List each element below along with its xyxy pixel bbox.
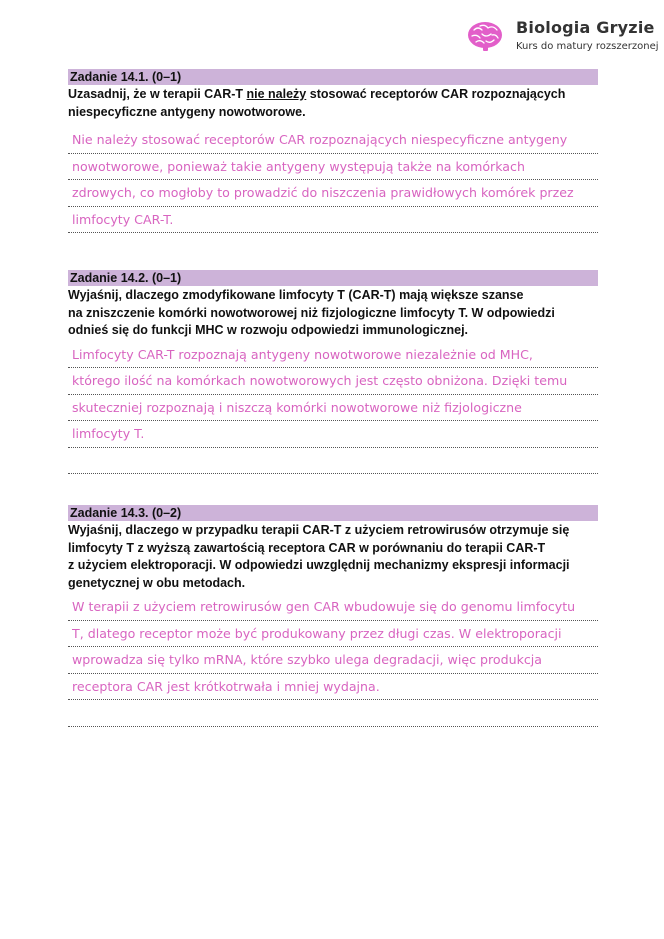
task-header: Zadanie 14.2. (0–1) bbox=[68, 270, 598, 286]
answer-text: skuteczniej rozpoznają i niszczą komórki nowotworowe niż fizjologiczne bbox=[72, 399, 522, 415]
answer-line bbox=[68, 448, 598, 475]
question-line: genetycznej w obu metodach. bbox=[68, 575, 246, 590]
answer-text: limfocyty CAR-T. bbox=[72, 211, 174, 227]
answer-area[interactable] bbox=[68, 342, 598, 475]
question-line: na zniszczenie komórki nowotworowej niż fizjologiczne limfocyty T. W odpowiedzi bbox=[68, 305, 555, 320]
answer-text: Limfocyty CAR-T rozpoznają antygeny nowotworowe niezależnie od MHC, bbox=[72, 346, 533, 362]
answer-text: wprowadza się tylko mRNA, które szybko ulega degradacji, więc produkcja bbox=[72, 652, 543, 667]
question-line: z użyciem elektroporacji. W odpowiedzi uwzględnij mechanizmy ekspresji informacji bbox=[68, 558, 570, 572]
answer-line bbox=[68, 700, 598, 727]
brain-icon bbox=[466, 20, 504, 52]
answer-line bbox=[68, 594, 598, 621]
brand-name: Biologia Gryzie bbox=[516, 18, 655, 37]
task-header: Zadanie 14.1. (0–1) bbox=[68, 69, 598, 85]
answer-text: limfocyty T. bbox=[72, 426, 145, 441]
question-line: odnieś się do funkcji MHC w rozwoju odpowiedzi immunologicznej. bbox=[68, 323, 469, 337]
question-line: limfocyty T z wyższą zawartością receptora CAR w porównaniu do terapii CAR-T bbox=[68, 540, 546, 555]
task-14-2 bbox=[68, 270, 598, 474]
answer-line bbox=[68, 154, 598, 181]
question-text: Uzasadnij, że w terapii CAR-T bbox=[68, 87, 247, 101]
task-question bbox=[68, 86, 598, 121]
answer-line bbox=[68, 421, 598, 448]
answer-line bbox=[68, 127, 598, 154]
brand-logo bbox=[466, 18, 659, 58]
answer-line bbox=[68, 207, 598, 234]
brand-subtitle: Kurs do matury rozszerzonej bbox=[516, 41, 659, 52]
question-line: Wyjaśnij, dlaczego w przypadku terapii CAR-T z użyciem retrowirusów otrzymuje się bbox=[68, 523, 570, 537]
answer-line bbox=[68, 395, 598, 422]
answer-text: Nie należy stosować receptorów CAR rozpoznających niespecyficzne antygeny bbox=[72, 132, 568, 147]
question-line: Wyjaśnij, dlaczego zmodyfikowane limfocyty T (CAR-T) mają większe szanse bbox=[68, 288, 524, 302]
answer-text: którego ilość na komórkach nowotworowych jest często obniżona. Dzięki temu bbox=[72, 373, 568, 388]
answer-text: nowotworowe, ponieważ takie antygeny występują także na komórkach bbox=[72, 158, 525, 174]
answer-text: receptora CAR jest krótkotrwała i mniej wydajna. bbox=[72, 678, 380, 694]
answer-area[interactable] bbox=[68, 127, 598, 233]
task-question bbox=[68, 522, 598, 592]
answer-line bbox=[68, 368, 598, 395]
answer-line bbox=[68, 342, 598, 369]
task-14-1 bbox=[68, 69, 598, 233]
task-14-3 bbox=[68, 505, 598, 727]
answer-area[interactable] bbox=[68, 594, 598, 727]
task-question bbox=[68, 287, 598, 340]
answer-text: T, dlatego receptor może być produkowany przez długi czas. W elektroporacji bbox=[72, 625, 562, 641]
answer-text: W terapii z użyciem retrowirusów gen CAR wbudowuje się do genomu limfocytu bbox=[72, 599, 576, 614]
task-header: Zadanie 14.3. (0–2) bbox=[68, 505, 598, 521]
answer-text: zdrowych, co mogłoby to prowadzić do niszczenia prawidłowych komórek przez bbox=[72, 185, 574, 200]
answer-line bbox=[68, 180, 598, 207]
question-text: stosować receptorów CAR rozpoznających niespecyficzne antygeny nowotworowe. bbox=[68, 87, 566, 119]
answer-line bbox=[68, 647, 598, 674]
answer-line bbox=[68, 674, 598, 701]
answer-line bbox=[68, 621, 598, 648]
question-emphasis: nie należy bbox=[246, 87, 307, 101]
